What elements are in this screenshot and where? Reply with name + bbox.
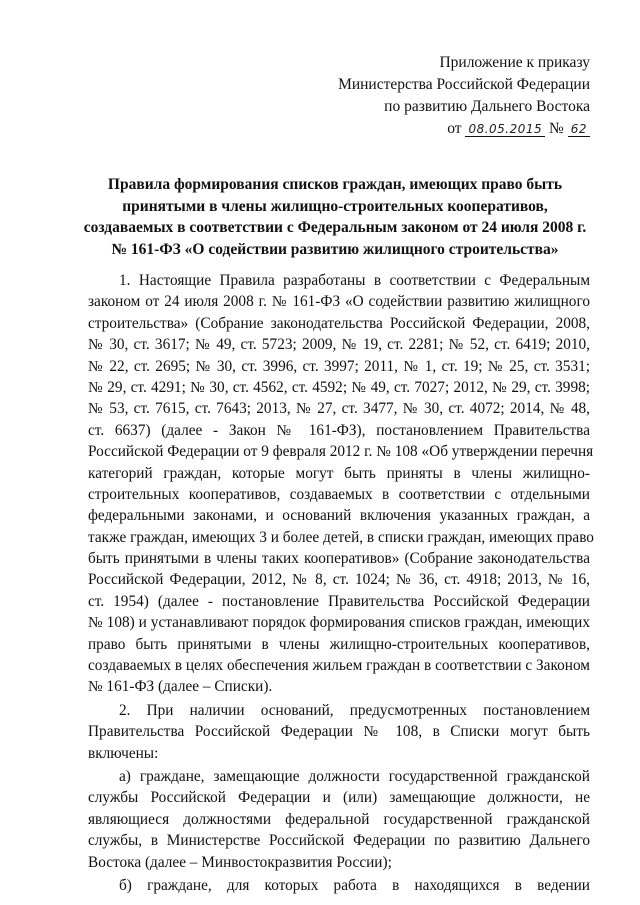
paragraph-1-line: № 22, ст. 2695; № 30, ст. 3996, ст. 3997; 2011, № 1, ст. 19; № 25, ст. 3531;: [88, 357, 590, 375]
paragraph-1-line: федеральными законами, и оснований включения указанных граждан, а: [88, 507, 590, 525]
paragraph-2-line: Правительства Российской Федерации № 108, в Списки могут быть: [88, 723, 590, 741]
paragraph-1-line: ст. 1954) (далее - постановление Правительства Российской Федерации: [88, 592, 590, 610]
number-prefix: №: [549, 120, 564, 137]
paragraph-1-line: строительства» (Собрание законодательства Российской Федерации, 2008,: [88, 314, 590, 332]
title-line: № 161-ФЗ «О содействии развитию жилищного строительства»: [111, 240, 559, 258]
paragraph-1-line: создаваемых в целях обеспечения жильем граждан в соответствии с Законом: [88, 657, 590, 675]
paragraph-1-line: № 30, ст. 3617; № 49, ст. 5723; 2009, № 19, ст. 2281; № 52, ст. 6419; 2010,: [88, 336, 590, 354]
paragraph-2-line: включены:: [88, 744, 159, 762]
paragraph-1-line: ст. 6637) (далее - Закон № 161-ФЗ), постановлением Правительства: [88, 421, 590, 439]
date-prefix: от: [447, 120, 462, 137]
appendix-line-3: по развитию Дальнего Востока: [384, 98, 590, 115]
handwritten-date: 08.05.2015: [465, 122, 545, 137]
paragraph-1-line: также граждан, имеющих 3 и более детей, в списки граждан, имеющих право: [88, 528, 594, 546]
title-line: создаваемых в соответствии с Федеральным законом от 24 июля 2008 г.: [83, 219, 587, 236]
paragraph-1-line: право быть принятыми в члены жилищно-строительных кооперативов,: [88, 635, 590, 653]
paragraph-1-line: Российской Федерации от 9 февраля 2012 г. № 108 «Об утверждении перечня: [88, 443, 594, 461]
paragraph-1-line: № 161-ФЗ (далее – Списки).: [88, 678, 273, 696]
item-a-line: являющиеся должностями федеральной государственной гражданской: [88, 810, 590, 828]
item-a-line: службы, в Министерстве Российской Федерации по развитию Дальнего: [88, 832, 590, 850]
appendix-line-1: Приложение к приказу: [439, 54, 590, 71]
document-title: [60, 174, 610, 260]
document-body: [88, 270, 594, 896]
appendix-date-line: [330, 118, 590, 140]
paragraph-1-line: № 108) и устанавливают порядок формирования списков граждан, имеющих: [88, 614, 590, 632]
paragraph-1-line: № 29, ст. 4291; № 30, ст. 4562, ст. 4592; № 49, ст. 7027; 2012, № 29, ст. 3998;: [88, 378, 590, 396]
paragraph-2-line: 2. При наличии оснований, предусмотренных постановлением: [119, 701, 590, 719]
paragraph-1-line: Российской Федерации, 2012, № 8, ст. 1024; № 36, ст. 4918; 2013, № 16,: [88, 571, 590, 589]
title-line: Правила формирования списков граждан, имеющих право быть: [107, 176, 563, 193]
appendix-header: [330, 52, 590, 140]
appendix-line-2: Министерства Российской Федерации: [338, 76, 590, 93]
paragraph-1-line: 1. Настоящие Правила разработаны в соответствии с Федеральным: [119, 272, 590, 289]
handwritten-number: 62: [568, 122, 590, 137]
paragraph-1-line: № 53, ст. 7615, ст. 7643; 2013, № 27, ст. 3477, № 30, ст. 4072; 2014, № 48,: [88, 400, 590, 418]
item-b-line: б) граждане, для которых работа в находящихся в ведении: [119, 876, 590, 894]
item-a-line: а) граждане, замещающие должности государственной гражданской: [119, 767, 590, 785]
paragraph-1-line: быть принятыми в члены таких кооперативов» (Собрание законодательства: [88, 550, 590, 568]
paragraph-1-line: законом от 24 июля 2008 г. № 161-ФЗ «О содействии развитию жилищного: [88, 293, 590, 311]
title-line: принятыми в члены жилищно-строительных кооперативов,: [122, 197, 548, 215]
item-a-line: Востока (далее – Минвостокразвития России);: [88, 853, 392, 871]
item-a-line: службы Российской Федерации и (или) замещающие должности, не: [88, 789, 590, 807]
paragraph-1-line: категорий граждан, которые могут быть приняты в члены жилищно-: [88, 464, 590, 482]
paragraph-1-line: строительных кооперативов, создаваемых в соответствии с отдельными: [88, 485, 590, 503]
